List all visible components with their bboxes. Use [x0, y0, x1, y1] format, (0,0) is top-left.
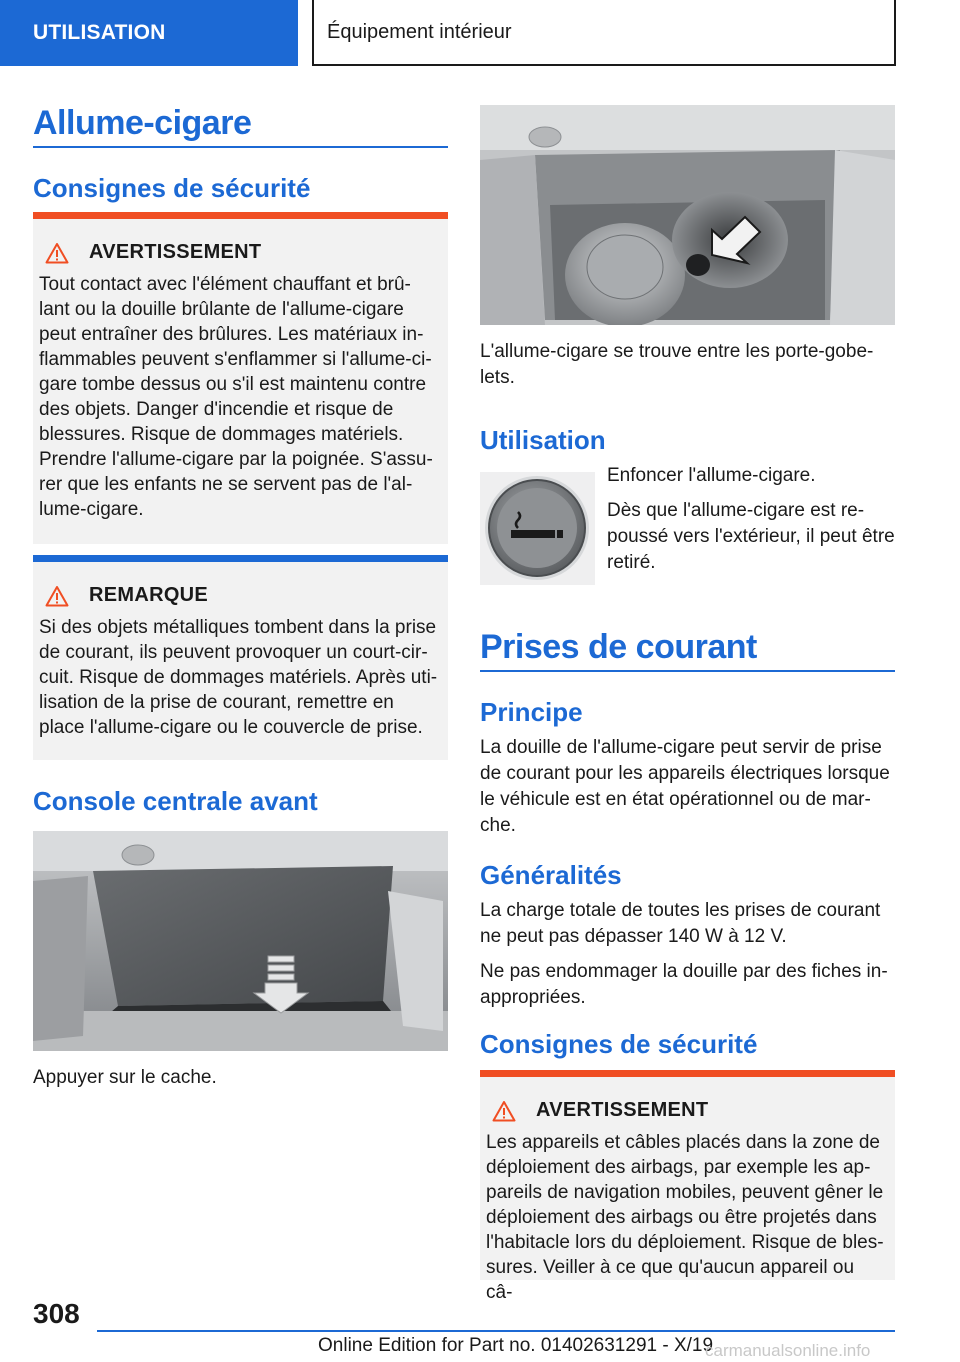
note-title: REMARQUE — [89, 584, 209, 606]
warning-line: flammables peuvent s'enflammer si l'allume-ci- — [39, 349, 432, 370]
warning-line: Tout contact avec l'élément chauffant et brû- — [39, 274, 411, 295]
warning-line: Prendre l'allume-cigare par la poignée. S'assu- — [39, 449, 433, 470]
usage-line: Enfoncer l'allume-cigare. — [607, 465, 816, 486]
console-photo — [33, 831, 448, 1051]
warning-triangle-icon — [45, 242, 69, 264]
general-text — [480, 898, 900, 1011]
note-notice — [33, 555, 448, 760]
principle-line: de courant pour les appareils électriques lorsque — [480, 763, 890, 784]
warning-text — [33, 264, 448, 522]
note-line: Si des objets métalliques tombent dans la prise — [39, 617, 437, 638]
socket-safety-heading: Consignes de sécurité — [480, 1029, 758, 1059]
note-line: de courant, ils peuvent provoquer un court-cir- — [39, 642, 428, 663]
usage-text — [607, 463, 897, 576]
warning-line: sures. Veiller à ce que qu'aucun appareil ou câ- — [486, 1257, 855, 1303]
warning-line: lant ou la douille brûlante de l'allume-cigare — [39, 299, 404, 320]
section-tab: UTILISATION — [0, 0, 298, 66]
warning-text — [480, 1122, 895, 1305]
general-line: ne peut pas dépasser 140 W à 12 V. — [480, 926, 787, 947]
warning-line: lume-cigare. — [39, 499, 144, 520]
chapter-title: Équipement intérieur — [312, 0, 896, 66]
usage-line: poussé vers l'extérieur, il peut être — [607, 526, 895, 547]
note-text — [33, 607, 448, 740]
note-bar — [33, 555, 448, 562]
usage-line: Dès que l'allume-cigare est re- — [607, 500, 865, 521]
note-line: cuit. Risque de dommages matériels. Après uti- — [39, 667, 438, 688]
caption-line: L'allume-cigare se trouve entre les porte-gobe- — [480, 341, 874, 362]
principle-line: le véhicule est en état opérationnel ou de mar- — [480, 789, 871, 810]
caption-line: lets. — [480, 367, 515, 388]
note-line: lisation de la prise de courant, remettre en — [39, 692, 394, 713]
sockets-rule — [480, 670, 895, 672]
watermark: carmanualsonline.info — [705, 1341, 871, 1360]
general-line: Ne pas endommager la douille par des fiches in- — [480, 961, 888, 982]
principle-text — [480, 735, 900, 839]
warning-title: AVERTISSEMENT — [536, 1099, 709, 1121]
general-line: appropriées. — [480, 987, 586, 1008]
warning-line: déploiement des airbags ou être projetés dans — [486, 1207, 877, 1228]
warning-line: blessures. Risque de dommages matériels. — [39, 424, 404, 445]
console-illustration — [33, 831, 448, 1051]
console-heading: Console centrale avant — [33, 786, 318, 816]
warning-line: l'habitacle lors du déploiement. Risque de bles- — [486, 1232, 884, 1253]
sockets-title: Prises de courant — [480, 628, 757, 666]
usage-heading: Utilisation — [480, 425, 606, 455]
console-caption: Appuyer sur le cache. — [33, 1067, 217, 1088]
usage-line: retiré. — [607, 552, 656, 573]
edition-text: Online Edition for Part no. 01402631291 - X/19 — [318, 1335, 714, 1356]
warning-triangle-icon — [45, 585, 69, 607]
general-heading: Généralités — [480, 860, 622, 890]
warning-bar — [480, 1070, 895, 1077]
warning-notice — [33, 212, 448, 544]
principle-heading: Principe — [480, 697, 583, 727]
socket-warning-notice — [480, 1070, 895, 1303]
page-header — [0, 0, 960, 66]
warning-line: déploiement des airbags, par exemple les ap- — [486, 1157, 871, 1178]
principle-line: La douille de l'allume-cigare peut servir de prise — [480, 737, 882, 758]
lighter-button-image — [480, 472, 595, 585]
general-line: La charge totale de toutes les prises de courant — [480, 900, 881, 921]
safety-heading: Consignes de sécurité — [33, 173, 311, 203]
title-rule — [33, 146, 448, 148]
cigarette-lighter-photo — [480, 105, 895, 325]
cupholder-illustration — [480, 105, 895, 325]
warning-line: gare tombe dessus ou s'il est maintenu contre — [39, 374, 427, 395]
warning-bar — [33, 212, 448, 219]
warning-line: des objets. Danger d'incendie et risque de — [39, 399, 394, 420]
section-title: Allume-cigare — [33, 104, 252, 142]
warning-triangle-icon — [492, 1100, 516, 1122]
page-number: 308 — [33, 1298, 80, 1329]
principle-line: che. — [480, 815, 516, 836]
warning-line: peut entraîner des brûlures. Les matériaux in- — [39, 324, 424, 345]
warning-title: AVERTISSEMENT — [89, 241, 262, 263]
warning-line: pareils de navigation mobiles, peuvent gêner le — [486, 1182, 884, 1203]
warning-line: Les appareils et câbles placés dans la zone de — [486, 1132, 880, 1153]
warning-line: rer que les enfants ne se servent pas de l'al- — [39, 474, 413, 495]
photo-caption — [480, 339, 895, 391]
footer-rule — [97, 1330, 895, 1332]
note-line: place l'allume-cigare ou le couvercle de prise. — [39, 717, 423, 738]
